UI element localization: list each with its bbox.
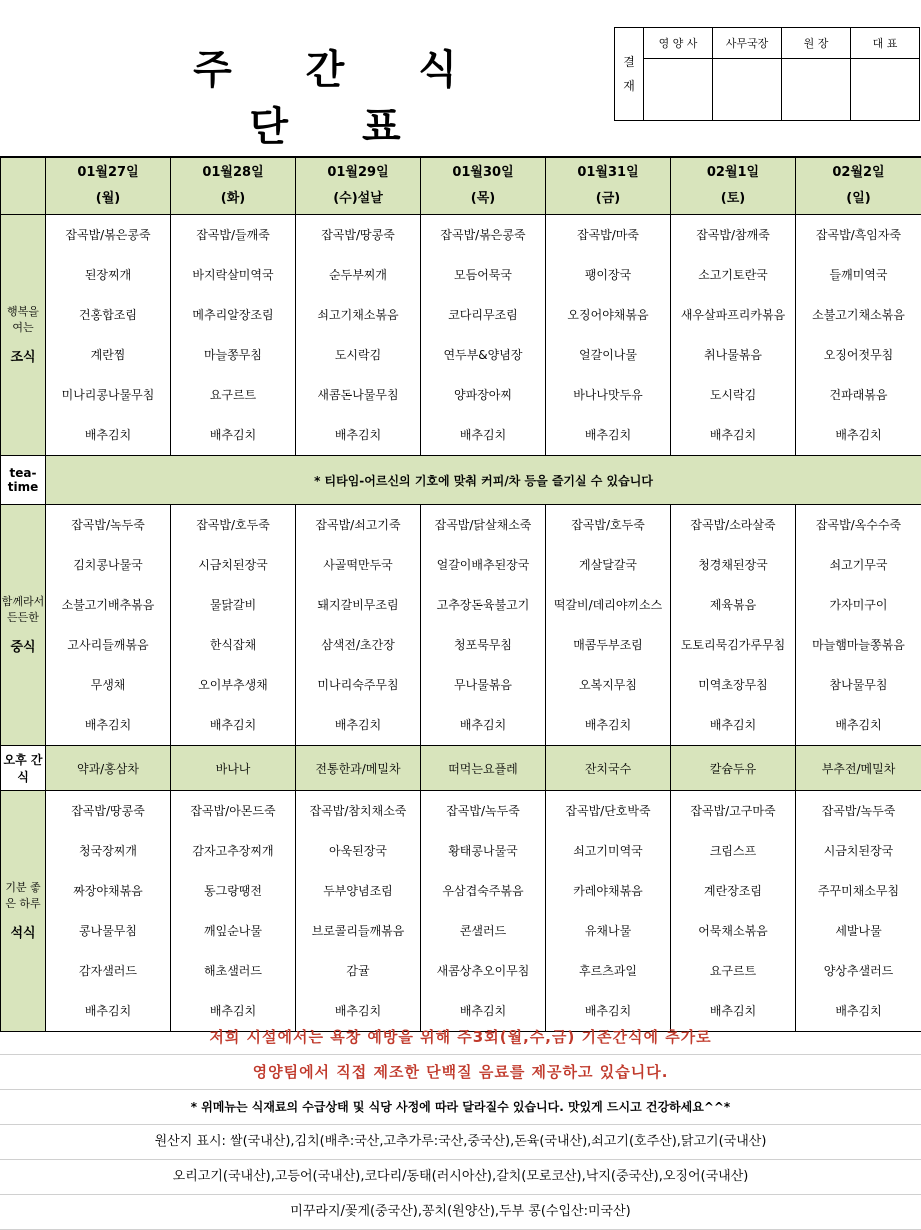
- menu-item: 양상추샐러드: [796, 951, 921, 991]
- menu-item: 후르츠과일: [546, 951, 670, 991]
- breakfast-label-main: 조식: [1, 350, 45, 366]
- menu-item: 모듬어묵국: [421, 255, 545, 295]
- menu-item: 고추장돈육불고기: [421, 585, 545, 625]
- menu-item: 잡곡밥/녹두죽: [46, 505, 170, 545]
- lunch-cell: [171, 505, 296, 746]
- menu-item: 제육볶음: [671, 585, 795, 625]
- menu-item: 배추김치: [671, 415, 795, 455]
- menu-item: 브로콜리들깨볶음: [296, 911, 420, 951]
- day-text: (월): [96, 191, 120, 206]
- menu-item: 해초샐러드: [171, 951, 295, 991]
- approval-sign-cell: [851, 59, 920, 121]
- date-text: 02월1일: [707, 165, 759, 180]
- snack-label: 오후 간식: [1, 746, 46, 791]
- dinner-cell: [171, 791, 296, 1032]
- menu-item: 배추김치: [296, 991, 420, 1031]
- protein-notice-line-1: 저희 시설에서는 욕창 예방을 위해 주3회(월,수,금) 기존간식에 추가로: [0, 1020, 921, 1055]
- menu-item: 잡곡밥/호두죽: [546, 505, 670, 545]
- menu-item: 청포묵무침: [421, 625, 545, 665]
- dinner-cell: [671, 791, 796, 1032]
- lunch-label-main: 중식: [1, 640, 45, 656]
- date-cell: [421, 157, 546, 215]
- day-text: (수)설날: [333, 191, 383, 206]
- menu-item: 잡곡밥/참치채소죽: [296, 791, 420, 831]
- breakfast-cell: [296, 215, 421, 456]
- menu-item: 청경채된장국: [671, 545, 795, 585]
- menu-item: 바지락살미역국: [171, 255, 295, 295]
- menu-item: 얼갈이배추된장국: [421, 545, 545, 585]
- menu-item: 배추김치: [546, 991, 670, 1031]
- menu-item: 쇠고기무국: [796, 545, 921, 585]
- menu-item: 배추김치: [46, 705, 170, 745]
- day-text: (토): [721, 191, 745, 206]
- menu-item: 참나물무침: [796, 665, 921, 705]
- menu-item: 건홍합조림: [46, 295, 170, 335]
- menu-item: 계란찜: [46, 335, 170, 375]
- lunch-cell: [671, 505, 796, 746]
- menu-item: 도시락김: [671, 375, 795, 415]
- menu-item: 잡곡밥/볶은콩죽: [46, 215, 170, 255]
- menu-item: 배추김치: [671, 705, 795, 745]
- menu-item: 미나리콩나물무침: [46, 375, 170, 415]
- menu-item: 잡곡밥/단호박죽: [546, 791, 670, 831]
- menu-item: 배추김치: [546, 705, 670, 745]
- menu-item: 된장찌개: [46, 255, 170, 295]
- menu-item: 배추김치: [421, 415, 545, 455]
- approval-role: 대 표: [851, 28, 920, 59]
- menu-item: 감귤: [296, 951, 420, 991]
- menu-item: 콩나물무침: [46, 911, 170, 951]
- menu-item: 시금치된장국: [171, 545, 295, 585]
- teatime-row: [1, 456, 921, 505]
- menu-item: 오복지무침: [546, 665, 670, 705]
- approval-role: 사무국장: [713, 28, 782, 59]
- menu-item: 팽이장국: [546, 255, 670, 295]
- lunch-cell: [546, 505, 671, 746]
- menu-item: 도시락김: [296, 335, 420, 375]
- menu-item: 잡곡밥/호두죽: [171, 505, 295, 545]
- menu-item: 아욱된장국: [296, 831, 420, 871]
- snack-cell: 약과/홍삼차: [46, 746, 171, 791]
- dinner-label: [1, 791, 46, 1032]
- menu-item: 시금치된장국: [796, 831, 921, 871]
- menu-item: 배추김치: [421, 705, 545, 745]
- menu-item: 잡곡밥/옥수수죽: [796, 505, 921, 545]
- approval-side-label: [615, 28, 644, 121]
- breakfast-row: [1, 215, 921, 456]
- menu-item: 새콤상추오이무침: [421, 951, 545, 991]
- menu-item: 오이부추생채: [171, 665, 295, 705]
- menu-item: 잡곡밥/참깨죽: [671, 215, 795, 255]
- menu-item: 들깨미역국: [796, 255, 921, 295]
- origin-line-2: 오리고기(국내산),고등어(국내산),코다리/동태(러시아산),갈치(모로코산),낙지(중국산),오징어(국내산): [0, 1160, 921, 1195]
- menu-item: 감자고추장찌개: [171, 831, 295, 871]
- page-title: 주 간 식 단 표: [160, 38, 520, 152]
- lunch-label: [1, 505, 46, 746]
- menu-item: 소불고기배추볶음: [46, 585, 170, 625]
- menu-item: 메추리알장조림: [171, 295, 295, 335]
- menu-item: 건파래볶음: [796, 375, 921, 415]
- menu-item: 배추김치: [796, 991, 921, 1031]
- approval-sign-cell: [713, 59, 782, 121]
- breakfast-cell: [671, 215, 796, 456]
- dinner-row: [1, 791, 921, 1032]
- lunch-cell: [296, 505, 421, 746]
- date-row: [1, 157, 921, 215]
- menu-item: 두부양념조림: [296, 871, 420, 911]
- corner-cell: [1, 157, 46, 215]
- menu-item: 매콤두부조림: [546, 625, 670, 665]
- menu-item: 잡곡밥/소라살죽: [671, 505, 795, 545]
- menu-item: 배추김치: [171, 991, 295, 1031]
- menu-item: 배추김치: [171, 705, 295, 745]
- menu-item: 쇠고기미역국: [546, 831, 670, 871]
- protein-notice-line-2: 영양팀에서 직접 제조한 단백질 음료를 제공하고 있습니다.: [0, 1055, 921, 1090]
- menu-item: 배추김치: [296, 705, 420, 745]
- menu-item: 잡곡밥/땅콩죽: [46, 791, 170, 831]
- date-text: 02월2일: [832, 165, 884, 180]
- menu-item: 배추김치: [796, 415, 921, 455]
- teatime-text: * 티타임-어르신의 기호에 맞춰 커피/차 등을 즐기실 수 있습니다: [46, 456, 921, 505]
- menu-item: 삼색전/초간장: [296, 625, 420, 665]
- menu-item: 마늘쫑무침: [171, 335, 295, 375]
- menu-item: 배추김치: [296, 415, 420, 455]
- approval-box: [614, 27, 920, 121]
- menu-item: 짜장야채볶음: [46, 871, 170, 911]
- dinner-cell: [796, 791, 921, 1032]
- lunch-cell: [796, 505, 921, 746]
- menu-item: 콘샐러드: [421, 911, 545, 951]
- menu-item: 떡갈비/데리야끼소스: [546, 585, 670, 625]
- menu-item: 계란장조림: [671, 871, 795, 911]
- menu-item: 취나물볶음: [671, 335, 795, 375]
- approval-role: 영 양 사: [644, 28, 713, 59]
- menu-table: [0, 156, 921, 1032]
- dinner-label-main: 석식: [1, 926, 45, 942]
- origin-line-1: 원산지 표시: 쌀(국내산),김치(배추:국산,고추가루:국산,중국산),돈육(국내산),쇠고기(호주산),닭고기(국내산): [0, 1125, 921, 1160]
- menu-item: 도토리묵김가루무침: [671, 625, 795, 665]
- menu-item: 배추김치: [421, 991, 545, 1031]
- date-text: 01월30일: [452, 165, 513, 180]
- menu-item: 배추김치: [796, 705, 921, 745]
- menu-item: 우삼겹숙주볶음: [421, 871, 545, 911]
- menu-item: 동그랑땡전: [171, 871, 295, 911]
- menu-item: 감자샐러드: [46, 951, 170, 991]
- snack-cell: 전통한과/메밀차: [296, 746, 421, 791]
- breakfast-cell: [171, 215, 296, 456]
- menu-item: 김치콩나물국: [46, 545, 170, 585]
- date-text: 01월29일: [327, 165, 388, 180]
- snack-cell: 바나나: [171, 746, 296, 791]
- menu-item: 황태콩나물국: [421, 831, 545, 871]
- breakfast-cell: [546, 215, 671, 456]
- menu-item: 게살달갈국: [546, 545, 670, 585]
- menu-item: 얼갈이나물: [546, 335, 670, 375]
- dinner-cell: [46, 791, 171, 1032]
- dinner-cell: [296, 791, 421, 1032]
- lunch-label-sub: 함께라서 든든한: [2, 595, 45, 624]
- origin-line-3: 미꾸라지/꽃게(중국산),꽁치(원양산),두부 콩(수입산:미국산): [0, 1195, 921, 1230]
- menu-item: 새우살파프리카볶음: [671, 295, 795, 335]
- breakfast-label: [1, 215, 46, 456]
- menu-item: 새콤돈나물무침: [296, 375, 420, 415]
- approval-sign-cell: [782, 59, 851, 121]
- lunch-cell: [421, 505, 546, 746]
- menu-item: 배추김치: [46, 991, 170, 1031]
- menu-item: 바나나맛두유: [546, 375, 670, 415]
- menu-item: 코다리무조림: [421, 295, 545, 335]
- menu-item: 사골떡만두국: [296, 545, 420, 585]
- date-cell: [546, 157, 671, 215]
- date-text: 01월28일: [202, 165, 263, 180]
- menu-item: 잡곡밥/녹두죽: [421, 791, 545, 831]
- lunch-cell: [46, 505, 171, 746]
- menu-item: 깨잎순나물: [171, 911, 295, 951]
- menu-item: 요구르트: [671, 951, 795, 991]
- approval-side-char: 결: [623, 55, 635, 69]
- menu-item: 잡곡밥/흑임자죽: [796, 215, 921, 255]
- dinner-label-sub: 기분 좋은 하루: [5, 881, 40, 910]
- teatime-label: tea-time: [1, 456, 46, 505]
- menu-item: 카레야채볶음: [546, 871, 670, 911]
- approval-side-char: 재: [623, 79, 635, 93]
- menu-item: 잡곡밥/땅콩죽: [296, 215, 420, 255]
- menu-item: 물닭갈비: [171, 585, 295, 625]
- menu-item: 잡곡밥/고구마죽: [671, 791, 795, 831]
- day-text: (일): [846, 191, 870, 206]
- day-text: (화): [221, 191, 245, 206]
- menu-item: 미나리숙주무침: [296, 665, 420, 705]
- date-text: 01월31일: [577, 165, 638, 180]
- menu-item: 한식잡채: [171, 625, 295, 665]
- menu-item: 연두부&양념장: [421, 335, 545, 375]
- menu-item: 배추김치: [46, 415, 170, 455]
- notes-section: [0, 1020, 921, 1230]
- menu-item: 돼지갈비무조림: [296, 585, 420, 625]
- lunch-row: [1, 505, 921, 746]
- date-text: 01월27일: [77, 165, 138, 180]
- menu-item: 요구르트: [171, 375, 295, 415]
- date-cell: [671, 157, 796, 215]
- menu-item: 배추김치: [546, 415, 670, 455]
- breakfast-cell: [796, 215, 921, 456]
- menu-item: 잡곡밥/아몬드죽: [171, 791, 295, 831]
- menu-item: 배추김치: [671, 991, 795, 1031]
- menu-item: 가자미구이: [796, 585, 921, 625]
- menu-item: 잡곡밥/볶은콩죽: [421, 215, 545, 255]
- breakfast-label-sub: 행복을 여는: [7, 305, 39, 334]
- menu-item: 크림스프: [671, 831, 795, 871]
- menu-item: 무생채: [46, 665, 170, 705]
- dinner-cell: [421, 791, 546, 1032]
- menu-item: 소고기토란국: [671, 255, 795, 295]
- menu-item: 쇠고기채소볶음: [296, 295, 420, 335]
- date-cell: [796, 157, 921, 215]
- menu-item: 무나물볶음: [421, 665, 545, 705]
- menu-item: 유채나물: [546, 911, 670, 951]
- menu-item: 청국장찌개: [46, 831, 170, 871]
- menu-item: 잡곡밥/녹두죽: [796, 791, 921, 831]
- snack-row: [1, 746, 921, 791]
- menu-item: 소불고기채소볶음: [796, 295, 921, 335]
- menu-item: 마늘햄마늘쫑볶음: [796, 625, 921, 665]
- menu-item: 순두부찌개: [296, 255, 420, 295]
- day-text: (목): [471, 191, 495, 206]
- menu-item: 주꾸미채소무침: [796, 871, 921, 911]
- menu-item: 고사리들깨볶음: [46, 625, 170, 665]
- menu-item: 잡곡밥/닭살채소죽: [421, 505, 545, 545]
- menu-item: 미역초장무침: [671, 665, 795, 705]
- menu-item: 잡곡밥/마죽: [546, 215, 670, 255]
- day-text: (금): [596, 191, 620, 206]
- menu-change-notice: * 위메뉴는 식재료의 수급상태 및 식당 사정에 따라 달라질수 있습니다. 맛있게 드시고 건강하세요^^*: [0, 1090, 921, 1125]
- snack-cell: 부추전/메밀차: [796, 746, 921, 791]
- dinner-cell: [546, 791, 671, 1032]
- menu-item: 오징어젓무침: [796, 335, 921, 375]
- date-cell: [171, 157, 296, 215]
- breakfast-cell: [46, 215, 171, 456]
- snack-cell: 잔치국수: [546, 746, 671, 791]
- menu-item: 세발나물: [796, 911, 921, 951]
- snack-cell: 칼슘두유: [671, 746, 796, 791]
- breakfast-cell: [421, 215, 546, 456]
- menu-item: 양파장아찌: [421, 375, 545, 415]
- menu-item: 잡곡밥/쇠고기죽: [296, 505, 420, 545]
- menu-item: 오징어야채볶음: [546, 295, 670, 335]
- menu-item: 잡곡밥/들깨죽: [171, 215, 295, 255]
- date-cell: [296, 157, 421, 215]
- date-cell: [46, 157, 171, 215]
- snack-cell: 떠먹는요플레: [421, 746, 546, 791]
- approval-role: 원 장: [782, 28, 851, 59]
- menu-item: 어묵채소볶음: [671, 911, 795, 951]
- approval-sign-cell: [644, 59, 713, 121]
- menu-item: 배추김치: [171, 415, 295, 455]
